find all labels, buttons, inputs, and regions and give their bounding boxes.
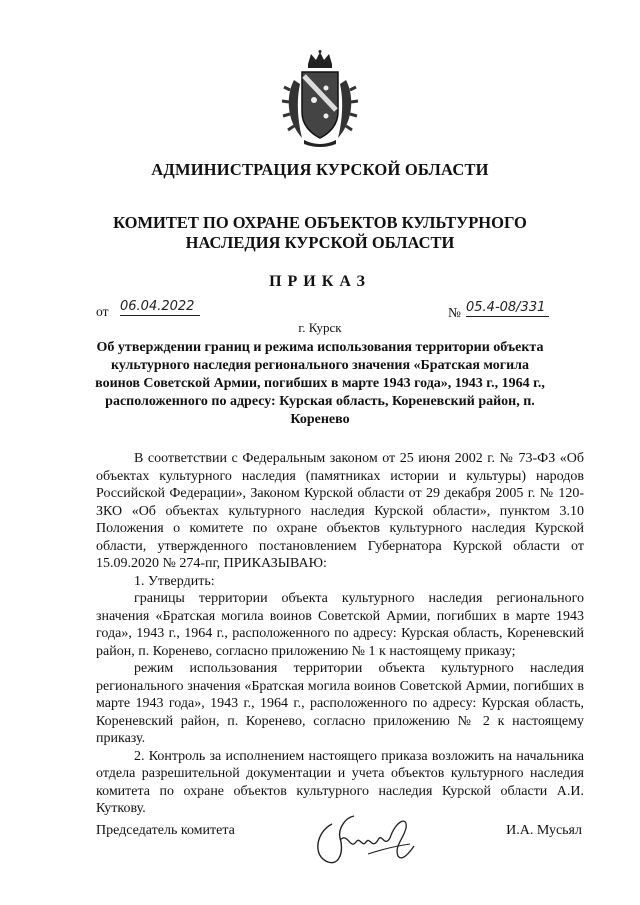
body-paragraph-preamble: В соответствии с Федеральным законом от 25 июня 2002 г. № 73-ФЗ «Об объектах культурного наследия (памятниках истории и культуры) народов Российской Федерации», Законом Курской области от 29 декабря 2005 г. № 120-ЗКО «Об объектах культурного наследия Курской области», пунктом 3.10 Положения о комитете по охране объектов культурного наследия Курской области, утвержденного постановлением Губернатора Курской области от 15.09.2020 № 274-пг, ПРИКАЗЫВАЮ: (96, 451, 584, 571)
order-title: ПРИКАЗ (269, 273, 371, 290)
order-body (96, 450, 584, 818)
committee-title: КОМИТЕТ ПО ОХРАНЕ ОБЪЕКТОВ КУЛЬТУРНОГО НАСЛЕДИЯ КУРСКОЙ ОБЛАСТИ (113, 213, 527, 252)
city: г. Курск (298, 320, 342, 335)
number-label: № (448, 305, 461, 320)
body-paragraph-control: 2. Контроль за исполнением настоящего приказа возложить на начальника отдела разрешительной документации и учета объектов культурного наследия комитета по охране объектов культурного наследия Курской области А.И. Куткову. (96, 748, 584, 816)
signer-position: Председатель комитета (96, 823, 235, 838)
body-paragraph-approve: 1. Утвердить: (134, 573, 215, 589)
body-paragraph-regime: режим использования территории объекта культурного наследия регионального значения «Братская могила воинов Советской Армии, погибших в марте 1943 года», 1943 г., 1964 г., расположенного по адресу: Курская область, Кореневский район, п. Коренево, согласно приложению № 2 к настоящему приказу. (96, 661, 584, 746)
coat-of-arms-emblem (280, 50, 360, 150)
administration-title: АДМИНИСТРАЦИЯ КУРСКОЙ ОБЛАСТИ (151, 160, 489, 179)
body-paragraph-boundaries: границы территории объекта культурного наследия регионального значения «Братская могила воинов Советской Армии, погибших в марте 1943 года», 1943 г., 1964 г., расположенного по адресу: Курская область, Кореневский район, п. Коренево, согласно приложению № 1 к настоящему приказу; (96, 591, 584, 659)
handwritten-signature (310, 810, 420, 870)
order-subject: Об утверждении границ и режима использования территории объекта культурного наследия регионального значения «Братская могила воинов Советской Армии, погибших в марте 1943 года», 1943 г., 1964 г., расположенного по адресу: Курская область, Кореневский район, п. Коренево (95, 340, 545, 427)
signer-name: И.А. Мусьял (506, 823, 582, 838)
date-label: от (96, 304, 109, 319)
number-value: 05.4-08/331 (466, 300, 549, 317)
date-value: 06.04.2022 (120, 299, 200, 316)
